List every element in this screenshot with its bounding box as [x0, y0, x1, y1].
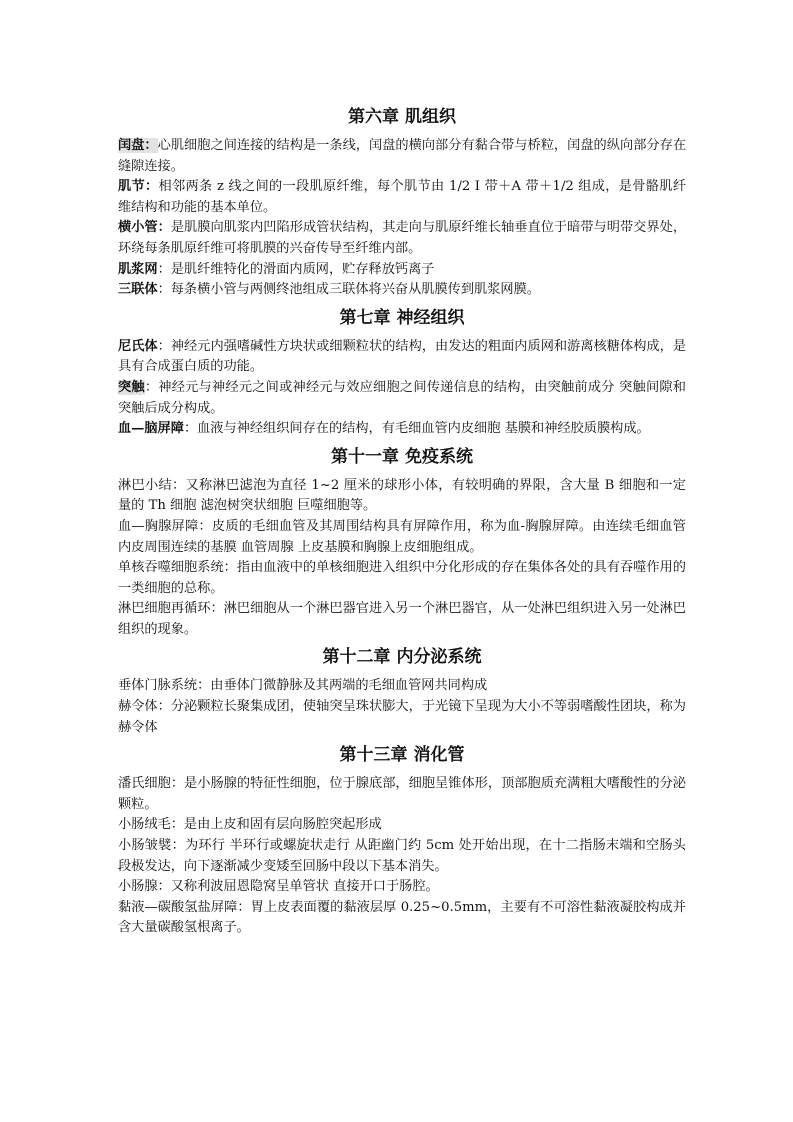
term: 横小管：: [118, 220, 171, 236]
definition-text: ：神经元内强嗜碱性方块状或细颗粒状的结构，由发达的粗面内质网和游离核糖体构成，是具有合成蛋白质的功能。: [118, 338, 687, 375]
chapter-title: 第六章 肌组织: [348, 107, 456, 127]
chapter-title: 第七章 神经组织: [339, 307, 465, 328]
chapter-title: 第十一章 免疫系统: [331, 446, 473, 467]
definition: 垂体门脉系统：由垂体门微静脉及其两端的毛细血管网共同构成: [118, 678, 488, 694]
definition-text: 相邻两条 z 线之间的一段肌原纤维，每个肌节由 1/2 I 带＋A 带＋1/2 组成，是骨骼肌纤维结构和功能的基本单位。: [118, 179, 687, 215]
definition: [118, 337, 686, 378]
document-page: [118, 100, 686, 939]
definition: 潘氏细胞：是小肠腺的特征性细胞，位于腺底部，细胞呈锥体形，顶部胞质充满粗大嗜酸性的分泌颗粒。: [118, 776, 686, 812]
term: 肌节：: [118, 179, 159, 195]
definition: [118, 280, 686, 301]
section-nervous-tissue: [118, 305, 686, 440]
definition: [118, 177, 686, 218]
definition: 淋巴小结：又称淋巴滤泡为直径 1~2 厘米的球形小体，有较明确的界限，含大量 B 细胞和一定量的 Th 细胞 滤泡树突状细胞 巨噬细胞等。: [118, 477, 686, 514]
section-immune-system: [118, 444, 686, 641]
definition: 淋巴细胞再循环：淋巴细胞从一个淋巴器官进入另一个淋巴器官，从一处淋巴组织进入另一处淋巴组织的现象。: [118, 601, 686, 637]
definition: 黏液—碳酸氢盐屏障：胃上皮表面覆的黏液层厚 0.25~0.5mm，主要有不可溶性黏液凝胶构成并含大量碳酸氢根离子。: [118, 899, 686, 936]
definition: 赫令体：分泌颗粒长聚集成团，使轴突呈珠状膨大，于光镜下呈现为大小不等弱嗜酸性团块，称为赫令体: [118, 699, 686, 735]
definition: 小肠腺：又称利波屈恩隐窝呈单管状 直接开口于肠腔。: [118, 879, 439, 895]
definition-text: ：是肌纤维特化的滑面内质网，贮存释放钙离子: [157, 261, 435, 277]
definition-text: ：每条横小管与两侧终池组成三联体将兴奋从肌膜传到肌浆网膜。: [157, 282, 540, 298]
term: 突触: [118, 379, 145, 395]
definition-text: 是肌膜向肌浆内凹陷形成管状结构，其走向与肌原纤维长轴垂直位于暗带与明带交界处，环绕每条肌原纤维可将肌膜的兴奋传导至纤维内部。: [118, 220, 687, 256]
definition: 小肠皱襞：为环行 半环行或螺旋状走行 从距幽门约 5cm 处开始出现，在十二指肠末端和空肠头段极发达，向下逐渐减少变矮至回肠中段以下基本消失。: [118, 838, 686, 874]
definition: 单核吞噬细胞系统：指由血液中的单核细胞进入组织中分化形成的存在集体各处的具有吞噬作用的一类细胞的总称。: [118, 560, 686, 596]
definition: 血—胸腺屏障：皮质的毛细血管及其周围结构具有屏障作用，称为血-胸腺屏障。由连续毛细血管 内皮周围连续的基膜 血管周腺 上皮基膜和胸腺上皮细胞组成。: [118, 518, 686, 555]
definition: [118, 136, 686, 177]
term: 肌浆网: [118, 261, 158, 277]
chapter-title: 第十二章 内分泌系统: [322, 647, 482, 668]
definition: [118, 218, 686, 259]
term: 三联体: [118, 282, 158, 298]
definition: [118, 419, 686, 440]
section-digestive-tract: [118, 742, 686, 939]
chapter-title: 第十三章 消化管: [339, 745, 465, 766]
definition: [118, 378, 686, 419]
term: 闰盘：: [118, 138, 158, 153]
definition-text: ：血液与神经组织间存在的结构，有毛细血管内皮细胞 基膜和神经胶质膜构成。: [183, 421, 650, 437]
definition-text: 心肌细胞之间连接的结构是一条线，闰盘的横向部分有黏合带与桥粒，闰盘的纵向部分存在缝隙连接。: [118, 138, 687, 174]
term: 血—脑屏障: [118, 421, 184, 437]
definition: [118, 260, 686, 281]
section-muscle-tissue: [118, 104, 686, 301]
definition-text: ：神经元与神经元之间或神经元与效应细胞之间传递信息的结构，由突触前成分 突触间隙和突触后成分构成。: [118, 379, 686, 416]
definition: 小肠绒毛：是由上皮和固有层向肠腔突起形成: [118, 817, 382, 833]
term: 尼氏体: [118, 338, 158, 354]
section-endocrine-system: [118, 644, 686, 738]
